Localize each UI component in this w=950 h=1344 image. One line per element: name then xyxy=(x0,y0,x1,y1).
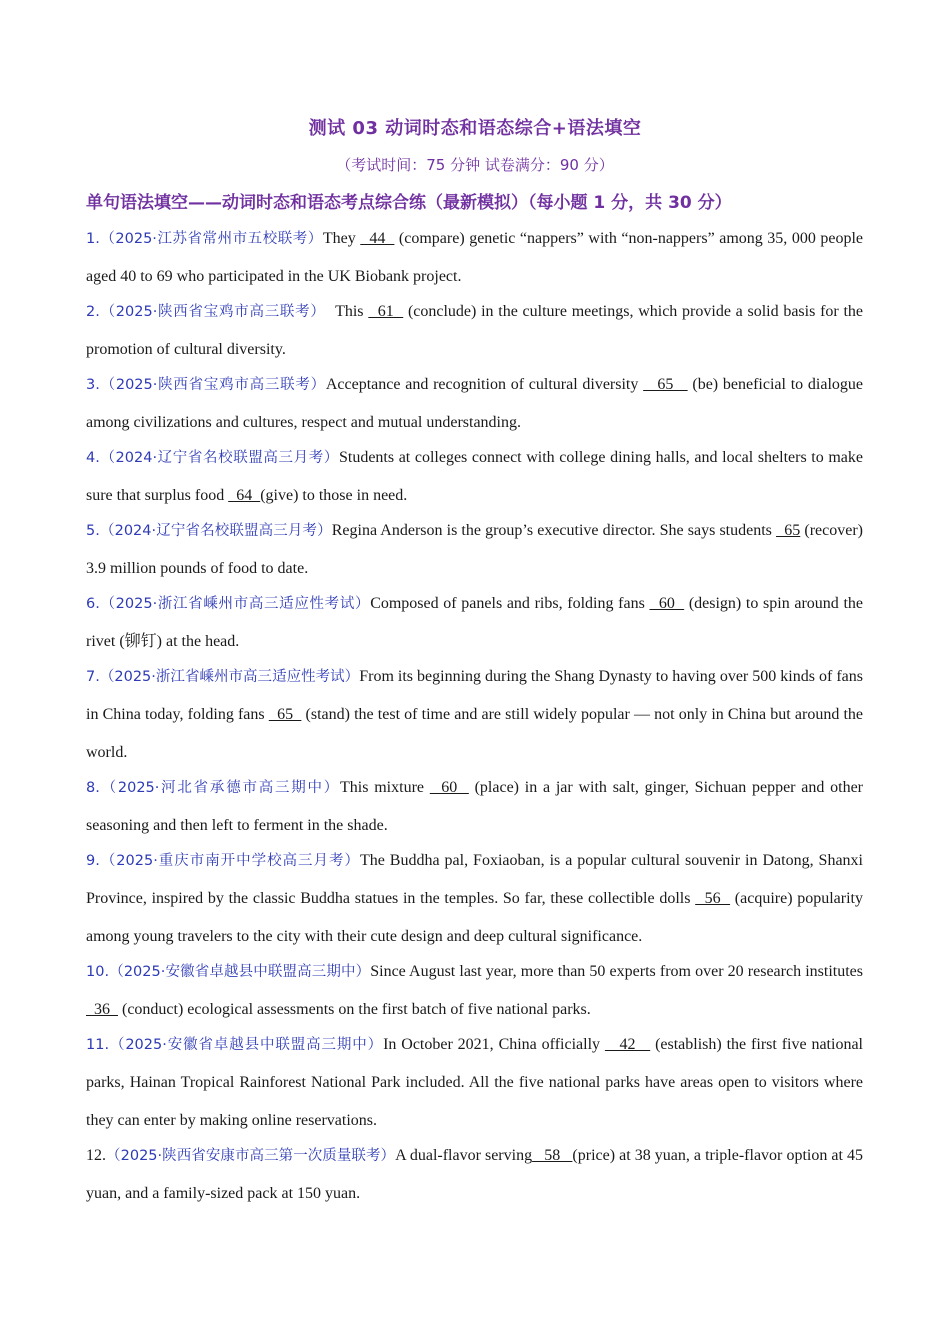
question-number: 9. xyxy=(86,853,100,869)
question-number: 6. xyxy=(86,596,100,612)
question-source: （2025·陕西省宝鸡市高三联考） xyxy=(99,377,326,393)
answer-blank: 65 xyxy=(268,706,302,723)
question-item xyxy=(86,1026,863,1140)
question-text: (stand) the test of time and are still widely popular — not only in China but around the world. xyxy=(86,706,864,761)
question-number: 8. xyxy=(86,780,100,796)
question-text: (design) to spin around the rivet (铆钉) at the head. xyxy=(86,595,864,650)
question-text: (give) to those in need. xyxy=(260,487,408,504)
question-item xyxy=(86,439,863,515)
exam-info: （考试时间：75 分钟 试卷满分：90 分） xyxy=(336,156,614,174)
question-item xyxy=(86,512,863,588)
question-number: 11. xyxy=(86,1037,110,1053)
question-item xyxy=(86,1137,863,1213)
answer-blank: 44 xyxy=(360,230,395,247)
question-text: This mixture xyxy=(340,779,430,796)
answer-blank: 56 xyxy=(695,890,731,907)
answer-blank: 58 xyxy=(532,1147,573,1164)
question-source: （2025·安徽省卓越县中联盟高三期中） xyxy=(109,964,371,980)
question-text: (acquire) popularity among young travelers to the city with their cute design and deep cultural significance. xyxy=(86,890,864,945)
question-source: （2025·重庆市南开中学校高三月考） xyxy=(99,853,360,869)
question-item xyxy=(86,658,863,772)
question-item xyxy=(86,366,863,442)
answer-blank: 65 xyxy=(776,522,801,539)
question-text: They xyxy=(322,230,361,247)
question-source: （2025·江苏省常州市五校联考） xyxy=(99,231,323,247)
question-number: 7. xyxy=(86,669,100,685)
question-text: (conclude) in the culture meetings, which provide a solid basis for the promotion of cultural diversity. xyxy=(86,303,864,358)
question-text: In October 2021, China officially xyxy=(383,1036,605,1053)
question-source: （2025·安徽省卓越县中联盟高三期中） xyxy=(109,1037,384,1053)
question-source: （2025·陕西省安康市高三第一次质量联考） xyxy=(106,1148,396,1164)
question-item xyxy=(86,953,863,1029)
question-text: (place) in a jar with salt, ginger, Sichuan pepper and other seasoning and then left to ferment in the shade. xyxy=(86,779,864,834)
question-text: (conduct) ecological assessments on the first batch of five national parks. xyxy=(118,1001,591,1018)
question-text: The Buddha pal, Foxiaoban, is a popular cultural souvenir in Datong, Shanxi Province, inspired by the classic Buddha statues in the temples. So far, these collectible dolls xyxy=(86,852,863,907)
question-source: （2025·河北省承德市高三期中） xyxy=(99,780,341,796)
question-number: 5. xyxy=(86,523,100,539)
question-text: (be) beneficial to dialogue among civilizations and cultures, respect and mutual understanding. xyxy=(86,376,863,431)
question-item xyxy=(86,293,863,369)
answer-blank: 65 xyxy=(643,376,688,393)
page-title: 测试 03 动词时态和语态综合+语法填空 xyxy=(308,118,642,139)
answer-blank: 61 xyxy=(368,303,404,320)
question-text: Students at colleges connect with college dining halls, and local shelters to make sure that surplus food xyxy=(86,449,864,504)
question-item xyxy=(86,769,863,845)
question-item xyxy=(86,585,863,661)
question-number: 1. xyxy=(86,231,100,247)
answer-blank: 42 xyxy=(604,1036,651,1053)
answer-blank: 64 xyxy=(228,487,261,504)
question-text: (price) at 38 yuan, a triple-flavor option at 45 yuan, and a family-sized pack at 150 yuan. xyxy=(86,1147,863,1202)
question-item xyxy=(86,220,863,296)
answer-blank: 36 xyxy=(86,1001,118,1018)
answer-blank: 60 xyxy=(649,595,685,612)
question-list xyxy=(86,220,863,1213)
section-heading: 单句语法填空——动词时态和语态考点综合练（最新模拟）（每小题 1 分，共 30 分） xyxy=(86,193,732,213)
question-text: (compare) genetic “nappers” with “non-nappers” among 35, 000 people aged 40 to 69 who participated in the UK Biobank project. xyxy=(86,230,864,285)
question-text: A dual-flavor serving xyxy=(395,1147,533,1164)
question-number: 2. xyxy=(86,304,100,320)
question-source: （2024·辽宁省名校联盟高三月考） xyxy=(99,523,332,539)
question-text: From its beginning during the Shang Dynasty to having over 500 kinds of fans in China today, folding fans xyxy=(86,668,863,723)
question-number: 10. xyxy=(86,964,110,980)
question-number: 3. xyxy=(86,377,100,393)
question-number: 12. xyxy=(86,1147,106,1164)
question-source: （2025·浙江省嵊州市高三适应性考试） xyxy=(99,596,371,612)
question-source: （2025·陕西省宝鸡市高三联考） xyxy=(99,304,326,320)
question-number: 4. xyxy=(86,450,100,466)
question-text: (recover) 3.9 million pounds of food to date. xyxy=(86,522,864,577)
question-source: （2025·浙江省嵊州市高三适应性考试） xyxy=(99,669,360,685)
question-text: Composed of panels and ribs, folding fans xyxy=(370,595,650,612)
question-text: (establish) the first five national parks, Hainan Tropical Rainforest National Park included. All the five national parks have areas open to visitors where they can enter by making online reservations. xyxy=(86,1036,863,1129)
question-text: This xyxy=(325,303,369,320)
question-text: Acceptance and recognition of cultural diversity xyxy=(325,376,644,393)
question-text: Since August last year, more than 50 experts from over 20 research institutes xyxy=(370,963,863,980)
answer-blank: 60 xyxy=(429,779,469,796)
question-source: （2024·辽宁省名校联盟高三月考） xyxy=(99,450,339,466)
question-text: Regina Anderson is the group’s executive director. She says students xyxy=(331,522,777,539)
question-item xyxy=(86,842,863,956)
